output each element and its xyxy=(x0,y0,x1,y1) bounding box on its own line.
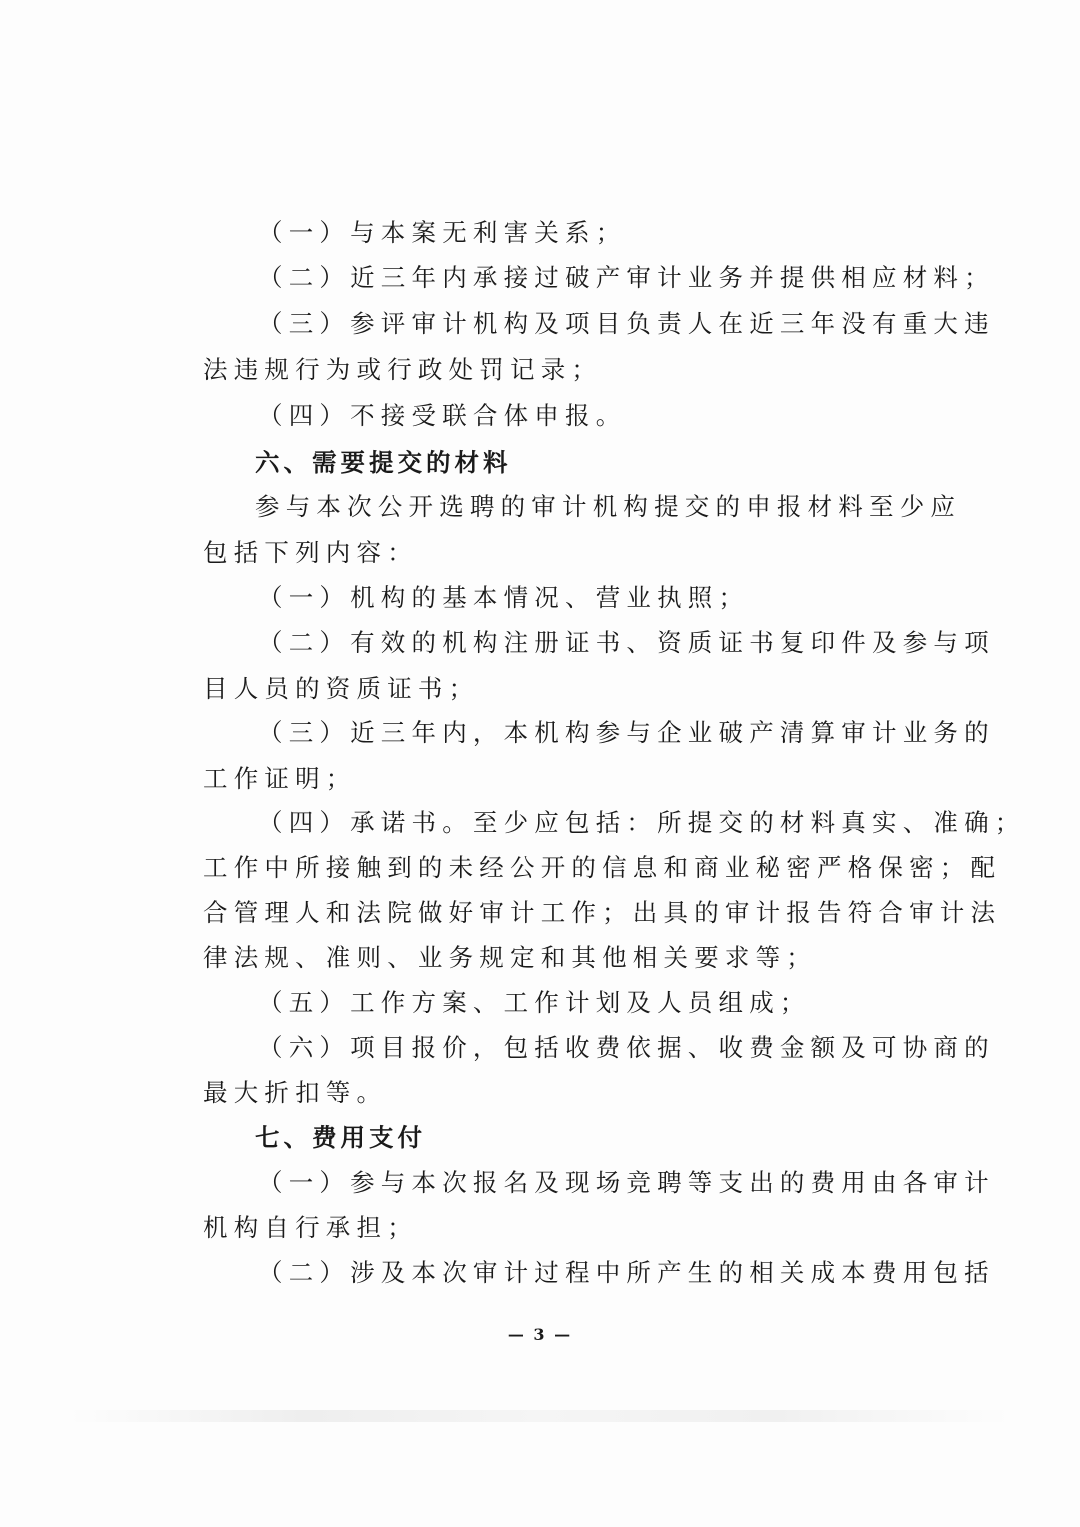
text-line: （四）承诺书。至少应包括：所提交的材料真实、准确； xyxy=(258,808,1026,837)
text-line: 合管理人和法院做好审计工作；出具的审计报告符合审计法 xyxy=(203,898,1002,927)
text-line: （二）有效的机构注册证书、资质证书复印件及参与项 xyxy=(258,628,995,657)
text-line: （二）涉及本次审计过程中所产生的相关成本费用包括 xyxy=(258,1258,995,1287)
text-line: （一）与本案无利害关系； xyxy=(258,218,627,247)
text-line: （三）参评审计机构及项目负责人在近三年没有重大违 xyxy=(258,309,995,338)
section-heading: 七、费用支付 xyxy=(255,1123,426,1152)
text-line: 法违规行为或行政处罚记录； xyxy=(203,355,603,384)
scan-shadow xyxy=(70,1410,1010,1422)
text-line: （三）近三年内，本机构参与企业破产清算审计业务的 xyxy=(258,718,995,747)
text-line: （一）机构的基本情况、营业执照； xyxy=(258,583,750,612)
text-line: （一）参与本次报名及现场竞聘等支出的费用由各审计 xyxy=(258,1168,995,1197)
text-line: 机构自行承担； xyxy=(203,1213,418,1242)
text-line: 包括下列内容： xyxy=(203,538,418,567)
text-line: 目人员的资质证书； xyxy=(203,674,480,703)
text-line: （二）近三年内承接过破产审计业务并提供相应材料； xyxy=(258,263,995,292)
text-line: 工作证明； xyxy=(203,764,357,793)
text-line: 工作中所接触到的未经公开的信息和商业秘密严格保密；配 xyxy=(203,853,1002,882)
text-line: （六）项目报价，包括收费依据、收费金额及可协商的 xyxy=(258,1033,995,1062)
text-line: 律法规、准则、业务规定和其他相关要求等； xyxy=(203,943,817,972)
text-line: 最大折扣等。 xyxy=(203,1078,388,1107)
page-number: — 3 — xyxy=(507,1325,573,1344)
text-line: 参与本次公开选聘的审计机构提交的申报材料至少应 xyxy=(255,492,962,521)
section-heading: 六、需要提交的材料 xyxy=(255,448,512,477)
text-line: （四）不接受联合体申报。 xyxy=(258,401,627,430)
text-line: （五）工作方案、工作计划及人员组成； xyxy=(258,988,811,1017)
